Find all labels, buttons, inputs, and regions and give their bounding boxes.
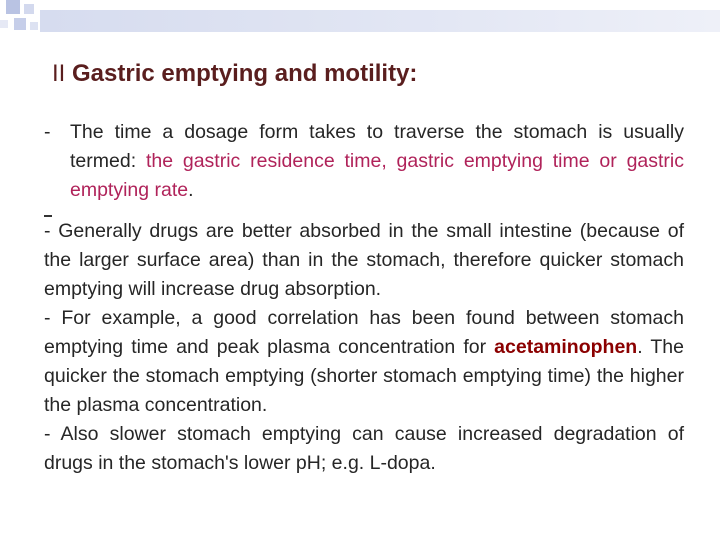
decoration-square: [30, 22, 38, 30]
paragraph-text: - For example, a good correlation has been found between stomach emptying time and peak plasma concentration for: [44, 307, 684, 358]
header-decoration-bar: [40, 10, 720, 32]
decoration-square: [14, 18, 26, 30]
bold-term-acetaminophen: acetaminophen: [494, 336, 638, 358]
title-text: Gastric emptying and motility:: [72, 60, 418, 87]
paragraph-text: .: [188, 179, 194, 201]
slide-body: [44, 118, 684, 478]
paragraph-example: [44, 304, 684, 420]
title-numeral: II: [52, 60, 66, 87]
slide-title: [52, 60, 417, 88]
paragraph-text: The time a dosage form takes to traverse the stomach is usually termed:: [70, 121, 684, 172]
decoration-square: [6, 0, 20, 14]
bullet-dash-mark: [44, 215, 52, 217]
paragraph-absorption: - Generally drugs are better absorbed in the small intestine (because of the larger surface area) than in the stomach, therefore quicker stomach emptying will increase drug absorption.: [44, 220, 684, 300]
paragraph-text: . The quicker the stomach emptying (shorter stomach emptying time) the higher the plasma concentration.: [44, 336, 684, 416]
paragraph-degradation: - Also slower stomach emptying can cause increased degradation of drugs in the stomach's lower pH; e.g. L-dopa.: [44, 423, 684, 474]
decoration-square: [0, 20, 8, 28]
bullet-dash: -: [44, 121, 51, 143]
highlighted-terms: the gastric residence time, gastric emptying time or gastric emptying rate: [70, 150, 685, 201]
paragraph-residence-time: [44, 118, 684, 205]
decoration-square: [24, 4, 34, 14]
